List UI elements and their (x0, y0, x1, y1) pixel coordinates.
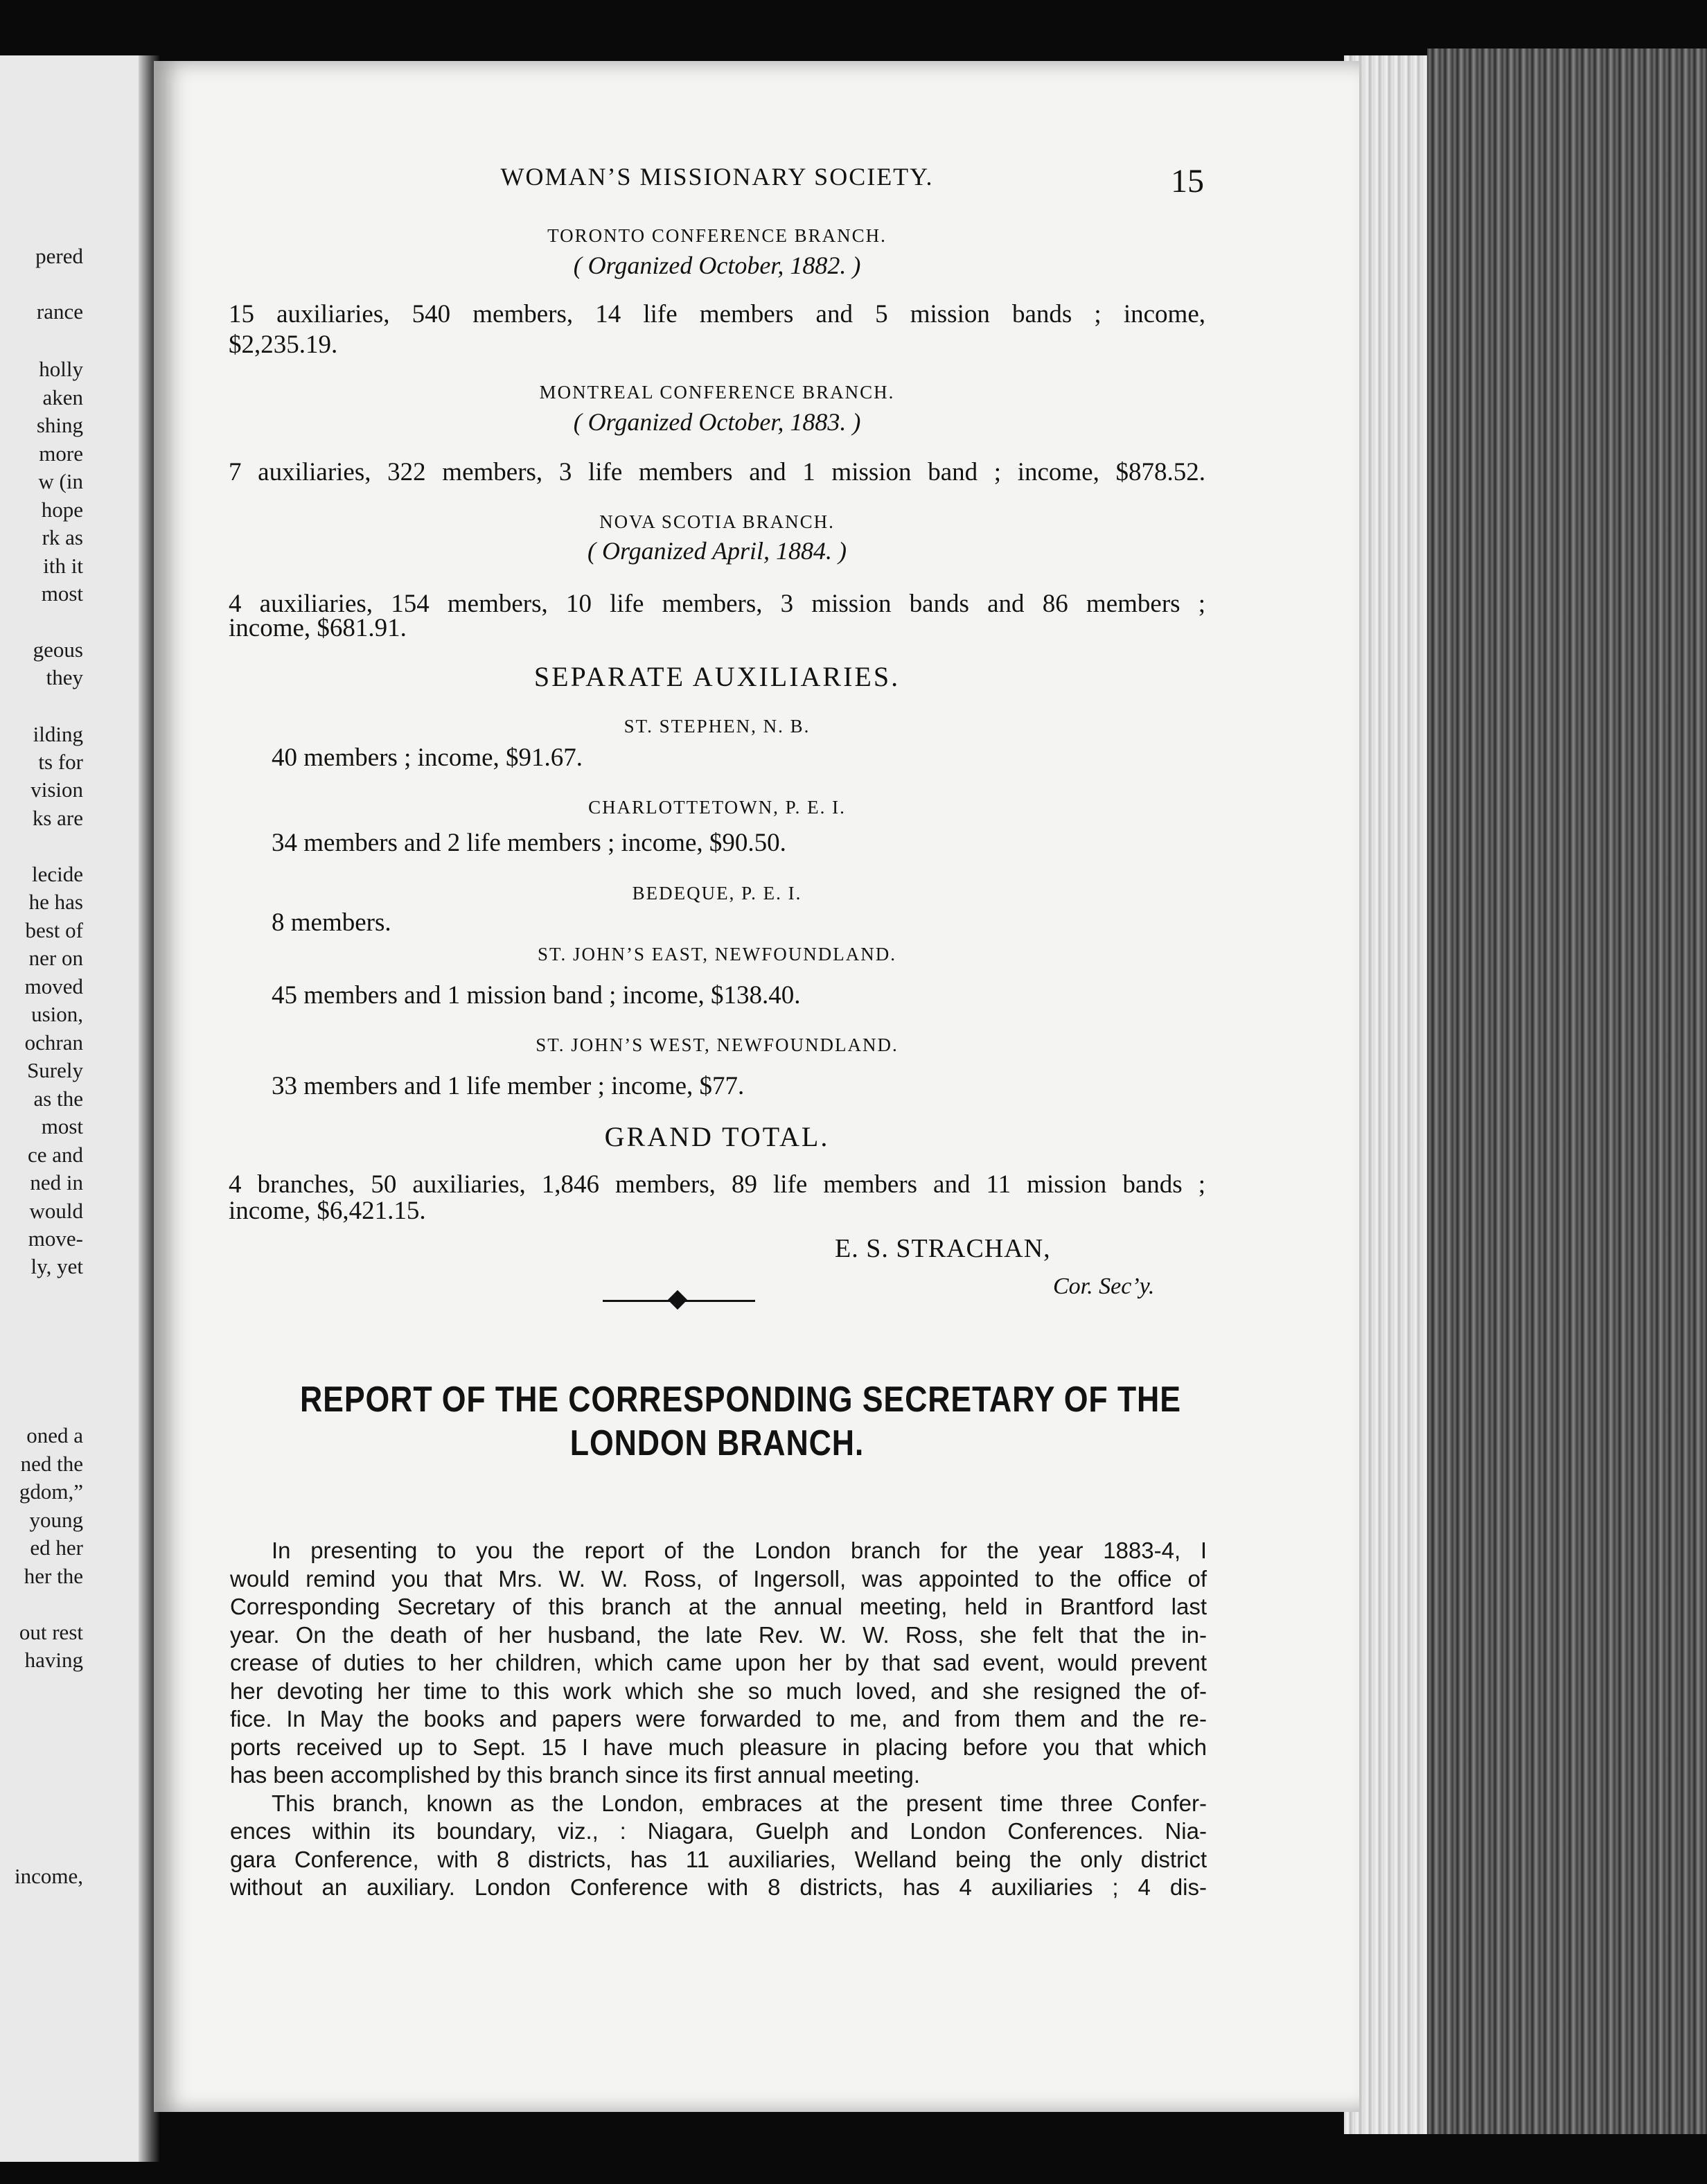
left-page-fragment: ce and (27, 1143, 83, 1167)
report-line: has been accomplished by this branch since its first annual meeting. (230, 1762, 921, 1788)
running-title: WOMAN’S MISSIONARY SOCIETY. (500, 163, 934, 191)
page-number: 15 (1171, 163, 1204, 200)
left-page-fragment: her the (24, 1564, 83, 1588)
section-heading: SEPARATE AUXILIARIES. (533, 661, 901, 692)
auxiliary-title: ST. STEPHEN, N. B. (623, 716, 811, 737)
left-page-fragment: most (41, 1114, 83, 1138)
report-line: gara Conference, with 8 districts, has 11 auxiliaries, Welland being the only district (230, 1846, 1207, 1872)
branch-organized: ( Organized October, 1883. ) (573, 408, 861, 436)
book-page-edges (1427, 49, 1707, 2134)
left-page-fragment: more (39, 441, 83, 466)
left-page-fragment: Surely (27, 1058, 83, 1082)
left-page-fragment: move- (28, 1226, 83, 1251)
left-page-fragment: lecide (31, 862, 83, 886)
left-page-fragment: rk as (42, 525, 83, 549)
left-page-fragment: ilding (33, 722, 83, 746)
left-page-fragment: ochran (24, 1030, 83, 1055)
left-page-fragment: would (29, 1199, 83, 1223)
auxiliary-title: CHARLOTTETOWN, P. E. I. (588, 797, 846, 818)
branch-organized: ( Organized October, 1882. ) (573, 252, 861, 279)
grand-total-heading: GRAND TOTAL. (604, 1121, 830, 1152)
left-page-fragment: as the (33, 1086, 83, 1111)
auxiliary-stats: 40 members ; income, $91.67. (272, 743, 583, 772)
left-page-fragment: ned the (20, 1452, 83, 1476)
left-page-fragment: ly, yet (30, 1254, 83, 1278)
report-line: her devoting her time to this work which she so much loved, and she resigned the of- (230, 1677, 1207, 1704)
left-page-fragment: young (29, 1508, 83, 1532)
report-line: In presenting to you the report of the London branch for the year 1883-4, I (272, 1538, 1207, 1563)
auxiliary-stats: 8 members. (272, 908, 391, 937)
left-page-fragment: shing (36, 413, 83, 437)
grand-total-stats: 4 branches, 50 auxiliaries, 1,846 members, 89 life members and 11 mission bands ; (229, 1170, 1205, 1199)
report-line: without an auxiliary. London Conference with 8 districts, has 4 auxiliaries ; 4 dis- (230, 1874, 1207, 1900)
left-page-fragment: most (41, 581, 83, 606)
report-line: This branch, known as the London, embraces at the present time three Confer- (272, 1790, 1207, 1816)
branch-stats: 15 auxiliaries, 540 members, 14 life members and 5 mission bands ; income, (229, 300, 1205, 328)
left-page-fragment: he has (28, 890, 83, 914)
signature-title: Cor. Sec’y. (1053, 1274, 1155, 1299)
auxiliary-title: ST. JOHN’S WEST, NEWFOUNDLAND. (536, 1034, 899, 1055)
left-page-fragment: pered (35, 244, 83, 268)
left-page-fragment: ned in (30, 1170, 83, 1195)
report-line: fice. In May the books and papers were forwarded to me, and from them and the re- (230, 1706, 1207, 1732)
branch-title: NOVA SCOTIA BRANCH. (599, 511, 835, 532)
left-page-fragment: vision (30, 777, 83, 802)
left-page-fragment: income, (15, 1864, 83, 1888)
auxiliary-stats: 34 members and 2 life members ; income, $90.50. (272, 829, 786, 857)
left-page-fragment: ks are (32, 806, 83, 830)
left-page-fragment: geous (33, 637, 83, 662)
left-page-fragment: best of (25, 918, 83, 942)
auxiliary-stats: 33 members and 1 life member ; income, $77. (272, 1072, 745, 1100)
branch-stats: income, $681.91. (229, 614, 407, 642)
branch-title: MONTREAL CONFERENCE BRANCH. (539, 382, 895, 403)
left-page-fragment: moved (24, 974, 83, 998)
left-page-fragment: usion, (31, 1002, 83, 1026)
branch-stats: 4 auxiliaries, 154 members, 10 life members, 3 mission bands and 86 members ; (229, 590, 1205, 618)
left-page-fragment: gdom,” (19, 1479, 83, 1504)
left-page-fragment: out rest (19, 1620, 83, 1644)
branch-organized: ( Organized April, 1884. ) (587, 537, 847, 565)
left-page-fragment: ith it (43, 554, 83, 578)
report-line: Corresponding Secretary of this branch at the annual meeting, held in Brantford last (230, 1594, 1207, 1619)
report-line: ports received up to Sept. 15 I have much pleasure in placing before you that which (230, 1734, 1207, 1760)
left-page-fragment: holly (39, 357, 83, 381)
auxiliary-title: ST. JOHN’S EAST, NEWFOUNDLAND. (538, 944, 896, 965)
report-heading: LONDON BRANCH. (569, 1423, 865, 1463)
left-page-fragment: having (24, 1648, 83, 1672)
grand-total-stats: income, $6,421.15. (229, 1197, 426, 1225)
branch-stats: 7 auxiliaries, 322 members, 3 life members and 1 mission band ; income, $878.52. (229, 458, 1205, 486)
left-page-fragment: they (46, 665, 83, 689)
signature-name: E. S. STRACHAN, (835, 1234, 1051, 1263)
left-page-fragment: ed her (30, 1535, 83, 1560)
report-line: would remind you that Mrs. W. W. Ross, of Ingersoll, was appointed to the office of (230, 1565, 1207, 1592)
left-page-fragment: hope (41, 497, 83, 522)
branch-title: TORONTO CONFERENCE BRANCH. (547, 225, 887, 246)
report-line: ences within its boundary, viz., : Niagara, Guelph and London Conferences. Nia- (230, 1818, 1207, 1844)
left-page-fragment: ts for (38, 750, 83, 774)
report-body (230, 1537, 1207, 1902)
left-page-fragment: w (in (38, 469, 83, 493)
left-page-fragment: aken (42, 385, 83, 410)
branch-stats: $2,235.19. (229, 331, 338, 359)
auxiliary-stats: 45 members and 1 mission band ; income, $138.40. (272, 981, 801, 1010)
report-heading: REPORT OF THE CORRESPONDING SECRETARY OF THE (300, 1380, 1181, 1420)
left-page-fragment: rance (36, 299, 83, 324)
left-page-fragment: oned a (26, 1423, 83, 1447)
report-line: year. On the death of her husband, the late Rev. W. W. Ross, she felt that the in- (230, 1621, 1207, 1648)
report-line: crease of duties to her children, which came upon her by that sad event, would prevent (230, 1650, 1207, 1675)
auxiliary-title: BEDEQUE, P. E. I. (632, 883, 802, 904)
left-page-fragment: ner on (28, 946, 83, 970)
